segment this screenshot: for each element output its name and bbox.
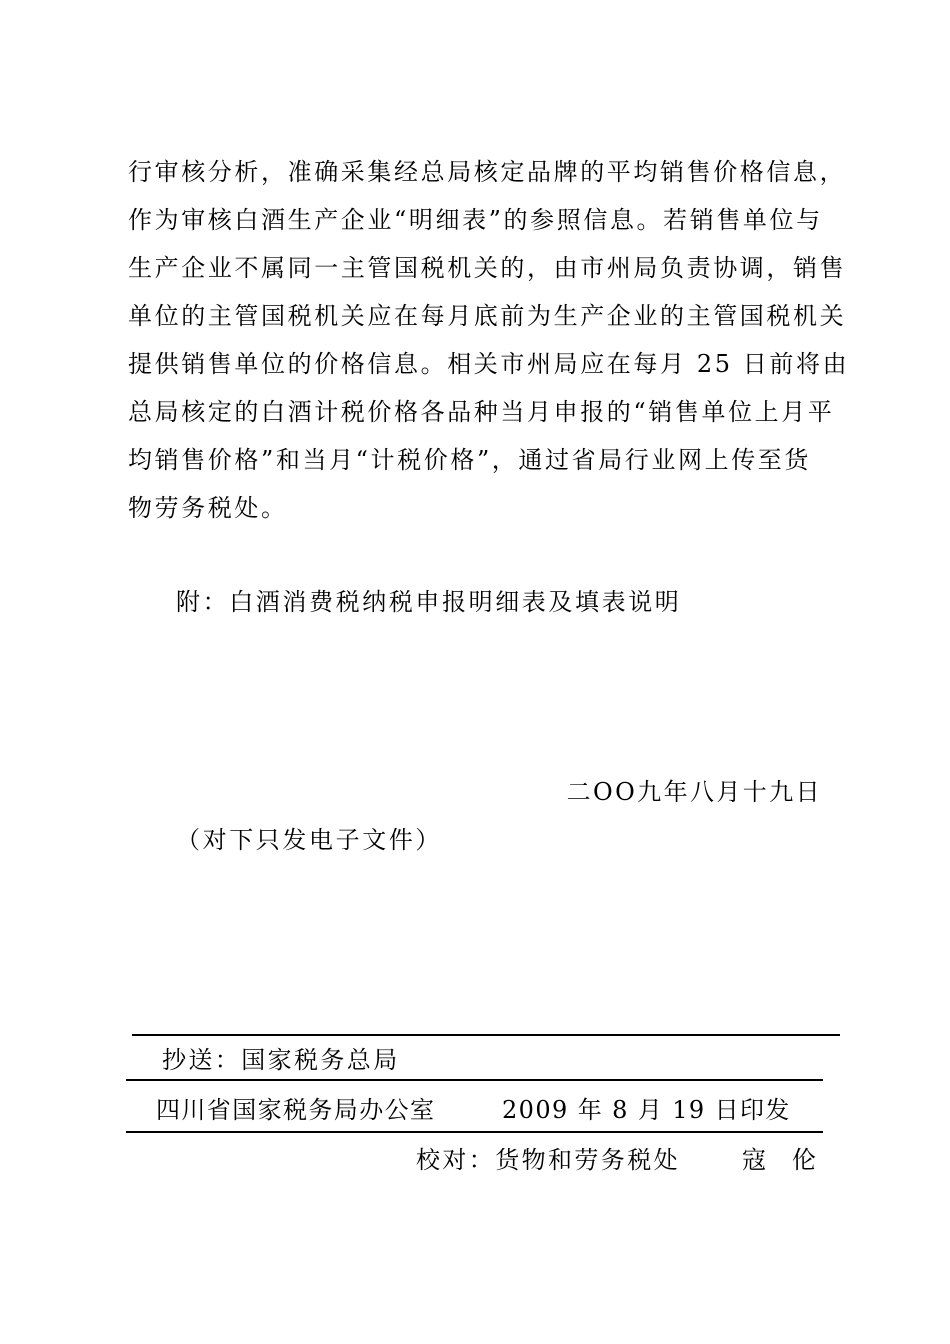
issue-date: 2009 年 8 月 19 日印发 bbox=[502, 1096, 791, 1124]
footer-divider-top bbox=[132, 1034, 840, 1036]
cc-line: 抄送：国家税务总局 bbox=[162, 1046, 400, 1074]
body-line: 总局核定的白酒计税价格各品种当月申报的“销售单位上月平 bbox=[128, 398, 835, 426]
body-paragraph bbox=[128, 148, 850, 532]
body-line: 单位的主管国税机关应在每月底前为生产企业的主管国税机关 bbox=[128, 302, 847, 330]
footer-divider-middle bbox=[126, 1079, 823, 1081]
body-line: 行审核分析，准确采集经总局核定品牌的平均销售价格信息， bbox=[128, 158, 847, 186]
distribution-note: （对下只发电子文件） bbox=[176, 826, 442, 854]
proofreader-label: 校对：货物和劳务税处 bbox=[416, 1146, 680, 1174]
issuing-office: 四川省国家税务局办公室 bbox=[156, 1096, 436, 1124]
body-line: 提供销售单位的价格信息。相关市州局应在每月 25 日前将由 bbox=[128, 350, 850, 378]
document-date: 二OO九年八月十九日 bbox=[566, 778, 822, 806]
attachment-line: 附：白酒消费税纳税申报明细表及填表说明 bbox=[176, 588, 682, 616]
proofreader-name: 寇伦 bbox=[742, 1146, 842, 1174]
body-line: 均销售价格”和当月“计税价格”，通过省局行业网上传至货 bbox=[128, 446, 812, 474]
footer-divider-bottom bbox=[126, 1131, 823, 1133]
body-line: 作为审核白酒生产企业“明细表”的参照信息。若销售单位与 bbox=[128, 206, 823, 234]
body-line: 生产企业不属同一主管国税机关的，由市州局负责协调，销售 bbox=[128, 254, 847, 282]
body-line: 物劳务税处。 bbox=[128, 494, 288, 522]
